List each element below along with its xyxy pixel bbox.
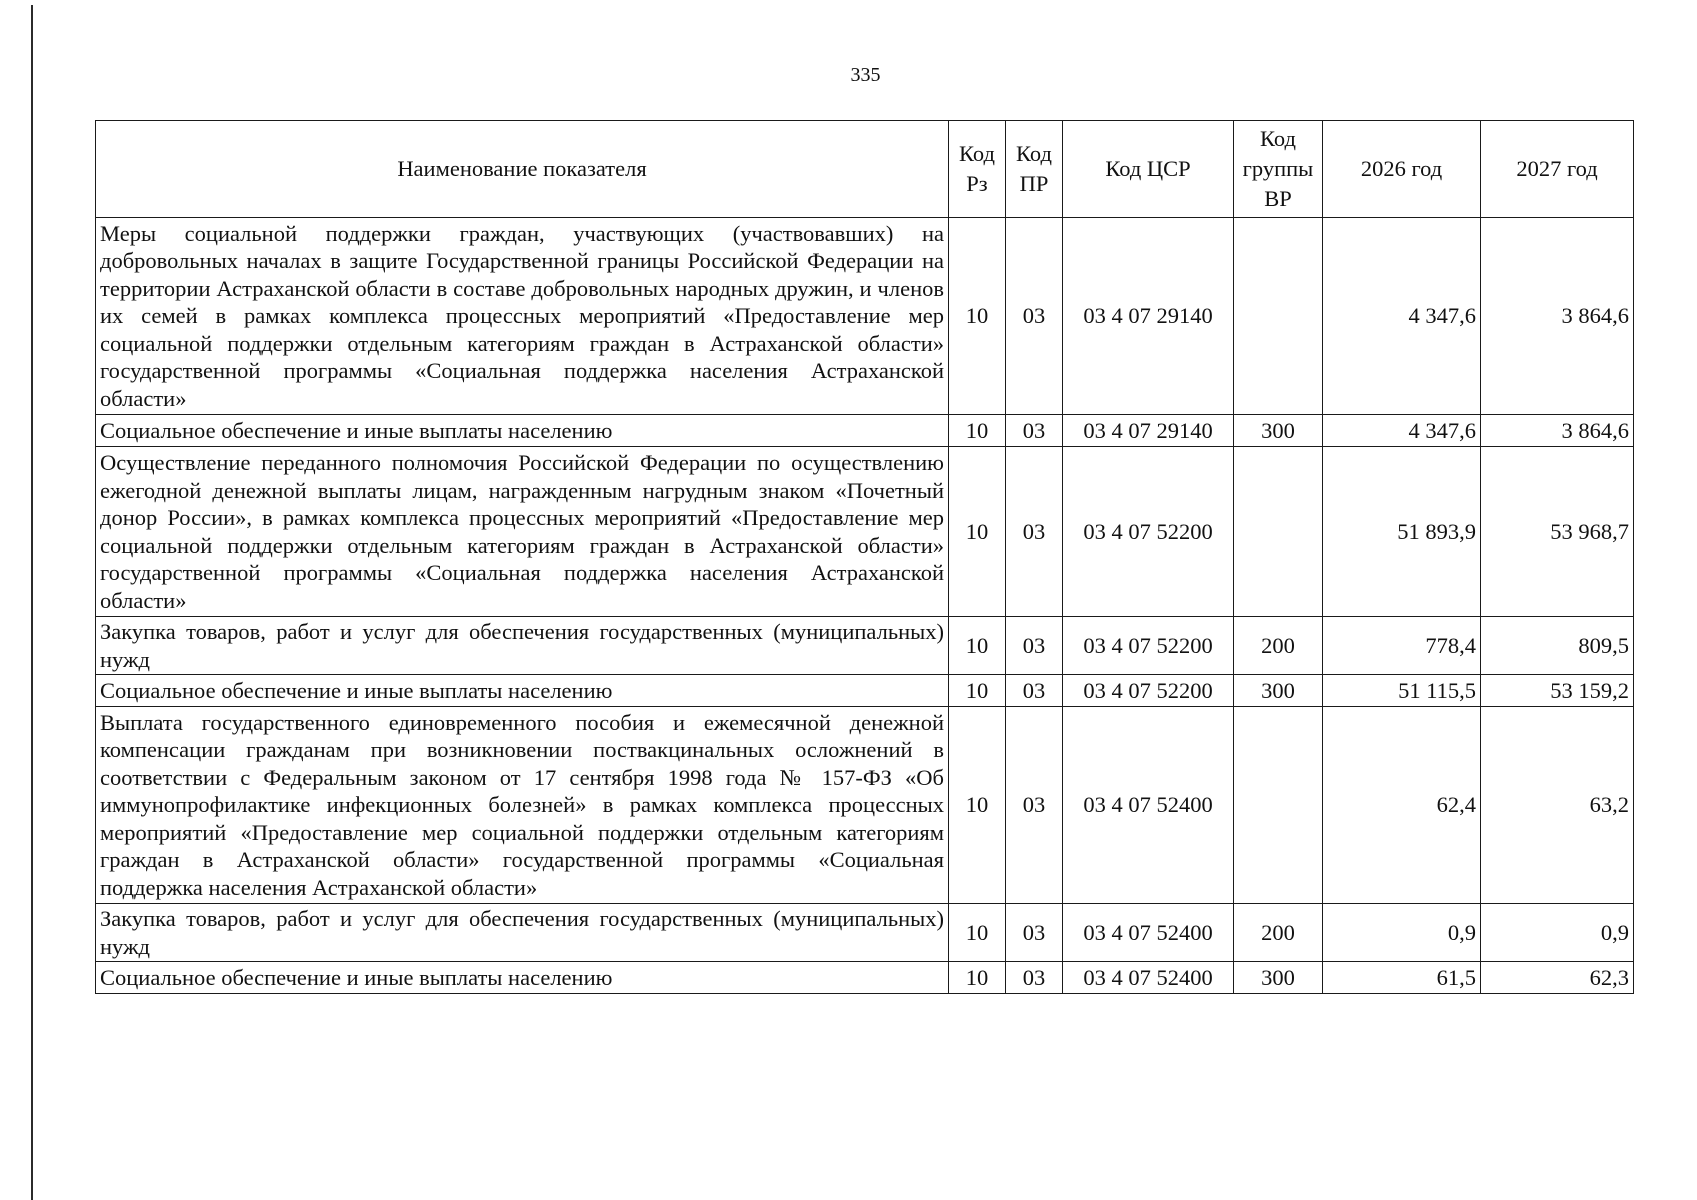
- row-vr: 200: [1234, 617, 1323, 675]
- row-2026: 4 347,6: [1323, 415, 1481, 447]
- row-name: Закупка товаров, работ и услуг для обеспечения государственных (муниципальных) нужд: [96, 904, 949, 962]
- row-vr: [1234, 707, 1323, 904]
- row-2027: 0,9: [1481, 904, 1634, 962]
- row-pr: 03: [1006, 707, 1063, 904]
- row-vr: 300: [1234, 962, 1323, 994]
- row-2026: 51 893,9: [1323, 447, 1481, 617]
- row-2026: 778,4: [1323, 617, 1481, 675]
- table-header-row: [96, 121, 1634, 218]
- row-2026: 51 115,5: [1323, 675, 1481, 707]
- row-name: Выплата государственного единовременного пособия и ежемесячной денежной компенсации гражданам при возникновении поствакцинальных осложнений в соответствии с Федеральным законом от 17 сентября 1998 года № 157-ФЗ «Об иммунопрофилактике инфекционных болезней» в рамках комплекса процессных мероприятий «Предоставление мер социальной поддержки отдельным категориям граждан в Астраханской области» государственной программы «Социальная поддержка населения Астраханской области»: [96, 707, 949, 904]
- row-name: Социальное обеспечение и иные выплаты населению: [96, 415, 949, 447]
- row-csr: 03 4 07 52200: [1063, 447, 1234, 617]
- row-vr: 200: [1234, 904, 1323, 962]
- row-2027: 809,5: [1481, 617, 1634, 675]
- row-csr: 03 4 07 52200: [1063, 675, 1234, 707]
- table-row: [96, 447, 1634, 617]
- row-name: Меры социальной поддержки граждан, участвующих (участвовавших) на добровольных началах в защите Государственной границы Российской Федерации на территории Астраханской области в составе добровольных народных дружин, и членов их семей в рамках комплекса процессных мероприятий «Предоставление мер социальной поддержки отдельным категориям граждан в Астраханской области» государственной программы «Социальная поддержка населения Астраханской области»: [96, 218, 949, 415]
- row-csr: 03 4 07 52400: [1063, 707, 1234, 904]
- header-pr: Код ПР: [1006, 121, 1063, 218]
- header-csr: Код ЦСР: [1063, 121, 1234, 218]
- margin-line: [31, 5, 33, 1200]
- header-2026: 2026 год: [1323, 121, 1481, 218]
- row-2027: 53 159,2: [1481, 675, 1634, 707]
- row-2026: 62,4: [1323, 707, 1481, 904]
- row-rz: 10: [949, 675, 1006, 707]
- row-name: Социальное обеспечение и иные выплаты населению: [96, 675, 949, 707]
- table-row: [96, 415, 1634, 447]
- budget-table: [95, 120, 1634, 994]
- row-csr: 03 4 07 29140: [1063, 218, 1234, 415]
- row-2027: 3 864,6: [1481, 415, 1634, 447]
- row-2026: 61,5: [1323, 962, 1481, 994]
- table-row: [96, 904, 1634, 962]
- table-row: [96, 675, 1634, 707]
- row-2027: 62,3: [1481, 962, 1634, 994]
- row-pr: 03: [1006, 904, 1063, 962]
- row-pr: 03: [1006, 617, 1063, 675]
- row-pr: 03: [1006, 415, 1063, 447]
- row-pr: 03: [1006, 675, 1063, 707]
- page-number: 335: [850, 64, 881, 86]
- row-vr: 300: [1234, 415, 1323, 447]
- row-name: Социальное обеспечение и иные выплаты населению: [96, 962, 949, 994]
- row-csr: 03 4 07 52400: [1063, 962, 1234, 994]
- row-rz: 10: [949, 617, 1006, 675]
- row-name: Закупка товаров, работ и услуг для обеспечения государственных (муниципальных) нужд: [96, 617, 949, 675]
- row-pr: 03: [1006, 962, 1063, 994]
- row-2027: 53 968,7: [1481, 447, 1634, 617]
- row-pr: 03: [1006, 447, 1063, 617]
- table-row: [96, 707, 1634, 904]
- row-csr: 03 4 07 52400: [1063, 904, 1234, 962]
- row-csr: 03 4 07 29140: [1063, 415, 1234, 447]
- table-row: [96, 962, 1634, 994]
- row-rz: 10: [949, 707, 1006, 904]
- header-2027: 2027 год: [1481, 121, 1634, 218]
- row-rz: 10: [949, 415, 1006, 447]
- row-name: Осуществление переданного полномочия Российской Федерации по осуществлению ежегодной денежной выплаты лицам, награжденным нагрудным знаком «Почетный донор России», в рамках комплекса процессных мероприятий «Предоставление мер социальной поддержки отдельным категориям граждан в Астраханской области» государственной программы «Социальная поддержка населения Астраханской области»: [96, 447, 949, 617]
- header-name: Наименование показателя: [96, 121, 949, 218]
- header-vr: Код группы ВР: [1234, 121, 1323, 218]
- header-rz: Код Рз: [949, 121, 1006, 218]
- row-2027: 63,2: [1481, 707, 1634, 904]
- row-vr: [1234, 447, 1323, 617]
- row-rz: 10: [949, 962, 1006, 994]
- row-rz: 10: [949, 218, 1006, 415]
- row-2027: 3 864,6: [1481, 218, 1634, 415]
- row-rz: 10: [949, 904, 1006, 962]
- row-csr: 03 4 07 52200: [1063, 617, 1234, 675]
- row-rz: 10: [949, 447, 1006, 617]
- table-row: [96, 218, 1634, 415]
- row-vr: [1234, 218, 1323, 415]
- row-2026: 4 347,6: [1323, 218, 1481, 415]
- row-pr: 03: [1006, 218, 1063, 415]
- row-2026: 0,9: [1323, 904, 1481, 962]
- table-row: [96, 617, 1634, 675]
- row-vr: 300: [1234, 675, 1323, 707]
